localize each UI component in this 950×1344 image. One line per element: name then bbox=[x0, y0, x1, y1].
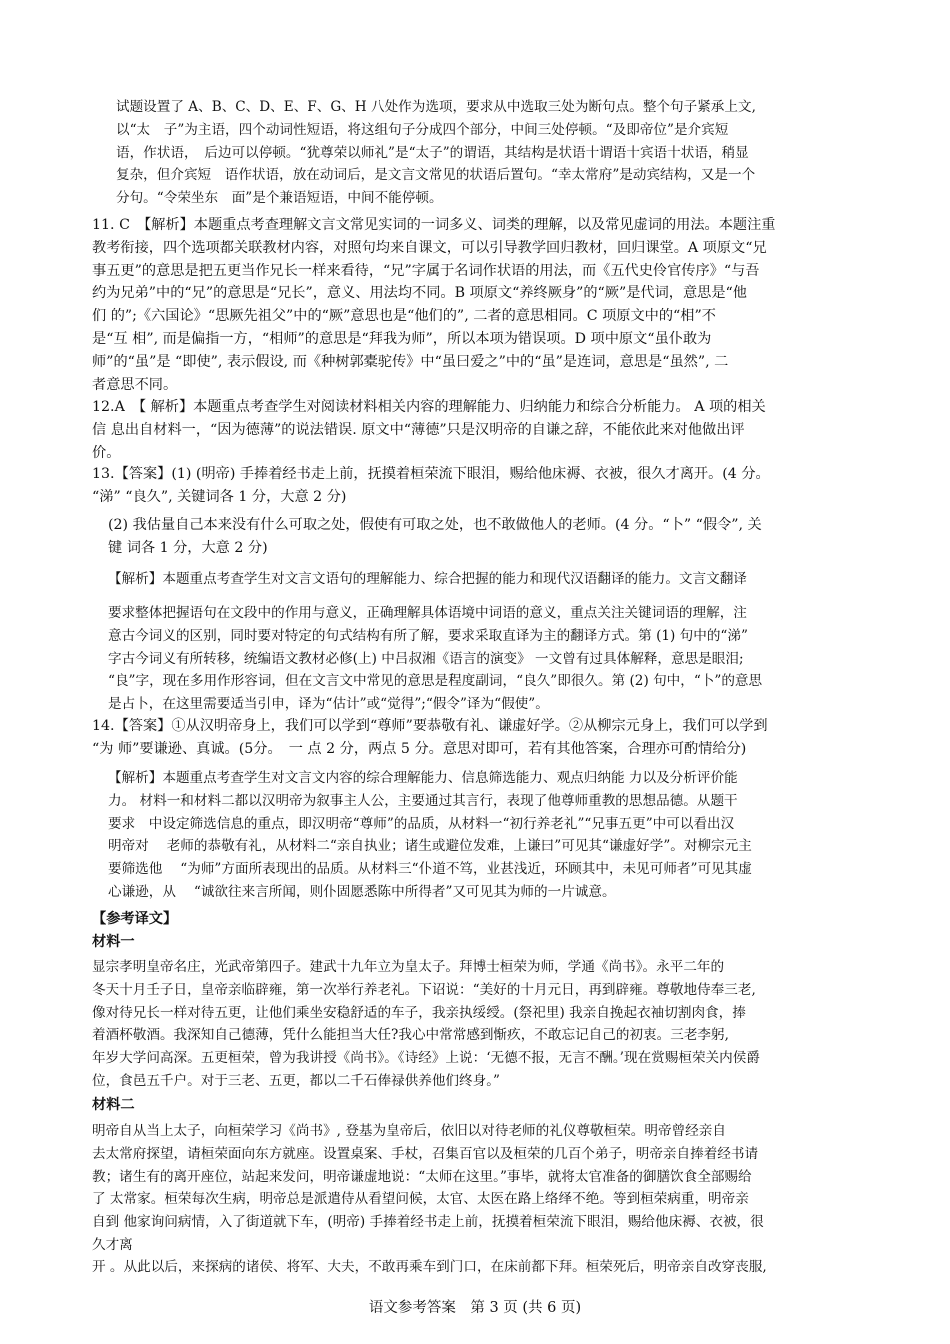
paragraph-q11 bbox=[92, 214, 864, 396]
text-line: 约为兄弟”中的“兄”的意思是“兄长”，意义、用法均不同。B 项原文“养终厥身”的“厥”是代词，意思是“他 bbox=[92, 285, 747, 302]
paragraph-q13-analysis-head bbox=[108, 568, 864, 591]
translation-heading bbox=[92, 908, 392, 954]
text-line: 要求 中设定筛选信息的重点，即汉明帝“尊师”的品质，从材料一“初行养老礼”“兄事五更”中可以看出汉 bbox=[108, 815, 735, 832]
text-line: “良”字，现在多用作形容词，但在文言文中常见的意思是程度副词，“良久”即很久。第 (2) 句中，“卜”的意思 bbox=[108, 673, 763, 690]
text-line: 【解析】本题重点考查学生对文言文内容的综合理解能力、信息筛选能力、观点归纳能 力以及分析评价能 bbox=[108, 770, 738, 786]
text-line: 分句。“令荣坐东 面”是个兼语短语，中间不能停顿。 bbox=[116, 190, 443, 207]
text-line: 显宗孝明皇帝名庄，光武帝第四子。建武十九年立为皇太子。拜博士桓荣为师，学通《尚书》。永平二年的 bbox=[92, 959, 725, 975]
text-line: 信 息出自材料一，“因为德薄”的说法错误. 原文中“薄德”只是汉明帝的自谦之辞，不能依此来对他做出评 bbox=[92, 421, 745, 438]
text-line: 材料二 bbox=[92, 1097, 135, 1113]
text-line: 试题设置了 A、B、C、D、E、F、G、H 八处作为选项，要求从中选取三处为断句点。整个句子紧承上文, bbox=[116, 99, 756, 115]
text-line: 像对待兄长一样对待五更，让他们乘坐安稳舒适的车子，我亲执绥绶。(祭祀里) 我亲自挽起衣袖切割肉食，捧 bbox=[92, 1004, 746, 1021]
text-line: 了 太常家。桓荣每次生病，明帝总是派遣侍从看望问候，太官、太医在路上络绎不绝。等到桓荣病重，明帝亲 bbox=[92, 1191, 749, 1208]
text-line: 明帝自从当上太子，向桓荣学习《尚书》, 登基为皇帝后，依旧以对待老师的礼仪尊敬桓荣。明帝曾经亲自 bbox=[92, 1123, 726, 1139]
text-line: 是占卜，在这里需要适当引申，译为“估计”或“觉得”;“假令”译为“假使”。 bbox=[108, 696, 549, 713]
text-line: 复杂，但介宾短 语作状语，放在动词后，是文言文常见的状语后置句。“幸太常府”是动宾结构，又是一个 bbox=[116, 167, 756, 184]
text-line: 力。 材料一和材料二都以汉明帝为叙事主人公，主要通过其言行，表现了他尊师重教的思想品德。从题干 bbox=[108, 792, 738, 809]
text-line: 去太常府探望，请桓荣面向东方就座。设置桌案、手杖，召集百官以及桓荣的几百个弟子，明帝亲自捧着经书请 bbox=[92, 1145, 759, 1162]
text-line: 们 的”;《六国论》“思厥先祖父”中的“厥”意思也是“他们的”, 二者的意思相同。C 项原文中的“相”不 bbox=[92, 308, 716, 325]
paragraph-10-explanation-cont bbox=[116, 96, 836, 210]
text-line: “涕” “良久”, 关键词各 1 分，大意 2 分) bbox=[92, 488, 347, 505]
paragraph-q14-analysis bbox=[108, 767, 864, 904]
text-line: 13.【答案】(1) (明帝) 手捧着经书走上前，抚摸着桓荣流下眼泪，赐给他床褥、衣被，很久才离开。(4 分。 bbox=[92, 466, 770, 482]
paragraph-q13-answer-1 bbox=[92, 463, 864, 509]
text-line: 14.【答案】①从汉明帝身上，我们可以学到“尊师”要恭敬有礼、谦虚好学。②从柳宗元身上，我们可以学到 bbox=[92, 718, 768, 734]
text-line: 字古今词义有所转移，统编语文教材必修(上) 中吕叔湘《语言的演变》 一文曾有过具体解释，意思是眼泪; bbox=[108, 650, 744, 667]
text-line: 12.A 【 解析】本题重点考查学生对阅读材料相关内容的理解能力、归纳能力和综合分析能力。 A 项的相关 bbox=[92, 399, 766, 415]
text-line: 以“太 子”为主语，四个动词性短语，将这组句子分成四个部分，中间三处停顿。“及即帝位”是介宾短 bbox=[116, 121, 729, 138]
text-line: 【参考译文】 bbox=[92, 911, 178, 927]
text-line: 要筛选他 “为师”方面所表现出的品质。从材料三“仆道不笃，业甚浅近，环顾其中，未见可师者”可见其虚 bbox=[108, 861, 752, 878]
text-line: 要求整体把握语句在文段中的作用与意义，正确理解具体语境中词语的意义，重点关注关键词语的理解，注 bbox=[108, 605, 747, 621]
text-line: 开 。从此以后，来探病的诸侯、将军、大夫，不敢再乘车到门口，在床前都下拜。桓荣死后，明帝亲自改穿丧服, bbox=[92, 1259, 767, 1275]
text-line: 【解析】本题重点考查学生对文言文语句的理解能力、综合把握的能力和现代汉语翻译的能力。文言文翻译 bbox=[108, 571, 747, 587]
paragraph-q12 bbox=[92, 396, 864, 464]
text-line: 年岁大学问高深。五更桓荣，曾为我讲授《尚书》。《诗经》上说：‘无德不报，无言不酬。’现在赏赐桓荣关内侯爵 bbox=[92, 1050, 760, 1067]
text-line: 材料一 bbox=[92, 933, 135, 950]
text-line: 师”的“虽”是 “即使”, 表示假设, 而《种树郭橐驼传》中“虽曰爱之”中的“虽”是连词，意思是“虽然”, 二 bbox=[92, 353, 729, 370]
text-line: 自到 他家询问病情，入了街道就下车，(明帝) 手捧着经书走上前，抚摸着桓荣流下眼泪，赐给他床褥、衣被，很 bbox=[92, 1214, 764, 1231]
material-2-heading bbox=[92, 1094, 392, 1117]
text-line: 冬天十月壬子日，皇帝亲临辟雍，第一次举行养老礼。下诏说：“美好的十月元日，再到辟雍。尊敬地侍奉三老, bbox=[92, 981, 756, 998]
text-line: 语，作状语， 后边可以停顿。“犹尊荣以师礼”是“太子”的谓语，其结构是状语十谓语十宾语十状语，稍显 bbox=[116, 144, 749, 161]
text-line: 着酒杯敬酒。我深知自己德薄，凭什么能担当大任?我心中常常感到惭疚，不敢忘记自己的初衷。三老李躬, bbox=[92, 1027, 729, 1044]
paragraph-q14-answer bbox=[92, 715, 864, 761]
translation-material-2-cont bbox=[92, 1256, 864, 1279]
text-line: “为 师”要谦逊、真诚。(5分。 一 点 2 分，两点 5 分。意思对即可，若有其他答案，合理亦可酌情给分) bbox=[92, 740, 747, 757]
text-line: 教；诸生有的离开座位，站起来发问，明帝谦虚地说：“太师在这里。”事毕，就将太官准备的御膳饮食全部赐给 bbox=[92, 1168, 752, 1185]
text-line: 价。 bbox=[92, 444, 121, 461]
text-line: (2) 我估量自己本来没有什么可取之处，假使有可取之处，也不敢做他人的老师。(4 分。“卜” “假令”, 关 bbox=[108, 517, 762, 533]
text-line: 明帝对 老师的恭敬有礼，从材料二“亲自执业；诸生或避位发难，上谦曰”可见其“谦虚好学”。对柳宗元主 bbox=[108, 838, 752, 855]
text-line: 位，食邑五千户。对于三老、五更，都以二千石俸禄供养他们终身。” bbox=[92, 1072, 500, 1089]
text-line: 是“互 相”, 而是偏指一方，“相师”的意思是“拜我为师”，所以本项为错误项。D 项中原文“虽仆敢为 bbox=[92, 330, 712, 347]
text-line: 键 词各 1 分，大意 2 分) bbox=[108, 539, 268, 556]
page-footer: 语文参考答案 第 3 页 (共 6 页) bbox=[368, 1300, 582, 1316]
text-line: 事五更”的意思是把五更当作兄长一样来看待，“兄”字属于名词作状语的用法，而《五代史伶官传序》“与吾 bbox=[92, 262, 760, 279]
paragraph-q13-answer-2 bbox=[108, 514, 864, 560]
paragraph-q13-analysis bbox=[108, 602, 864, 716]
translation-material-2 bbox=[92, 1120, 864, 1257]
translation-material-1 bbox=[92, 956, 864, 1093]
text-line: 意古今词义的区别，同时要对特定的句式结构有所了解，要求采取直译为主的翻译方式。第 (1) 句中的“涕” bbox=[108, 627, 748, 644]
text-line: 11. C 【解析】本题重点考查理解文言文常见实词的一词多义、词类的理解，以及常见虚词的用法。本题注重 bbox=[92, 217, 776, 233]
text-line: 久才离 bbox=[92, 1236, 133, 1253]
text-line: 心谦逊，从 “诚欲往来言所闻，则仆固愿悉陈中所得者”又可见其为师的一片诚意。 bbox=[108, 883, 616, 900]
text-line: 教考衔接，四个选项都关联教材内容，对照句均来自课文，可以引导教学回归教材，回归课堂。A 项原文“兄 bbox=[92, 239, 767, 256]
text-line: 者意思不同。 bbox=[92, 376, 178, 393]
